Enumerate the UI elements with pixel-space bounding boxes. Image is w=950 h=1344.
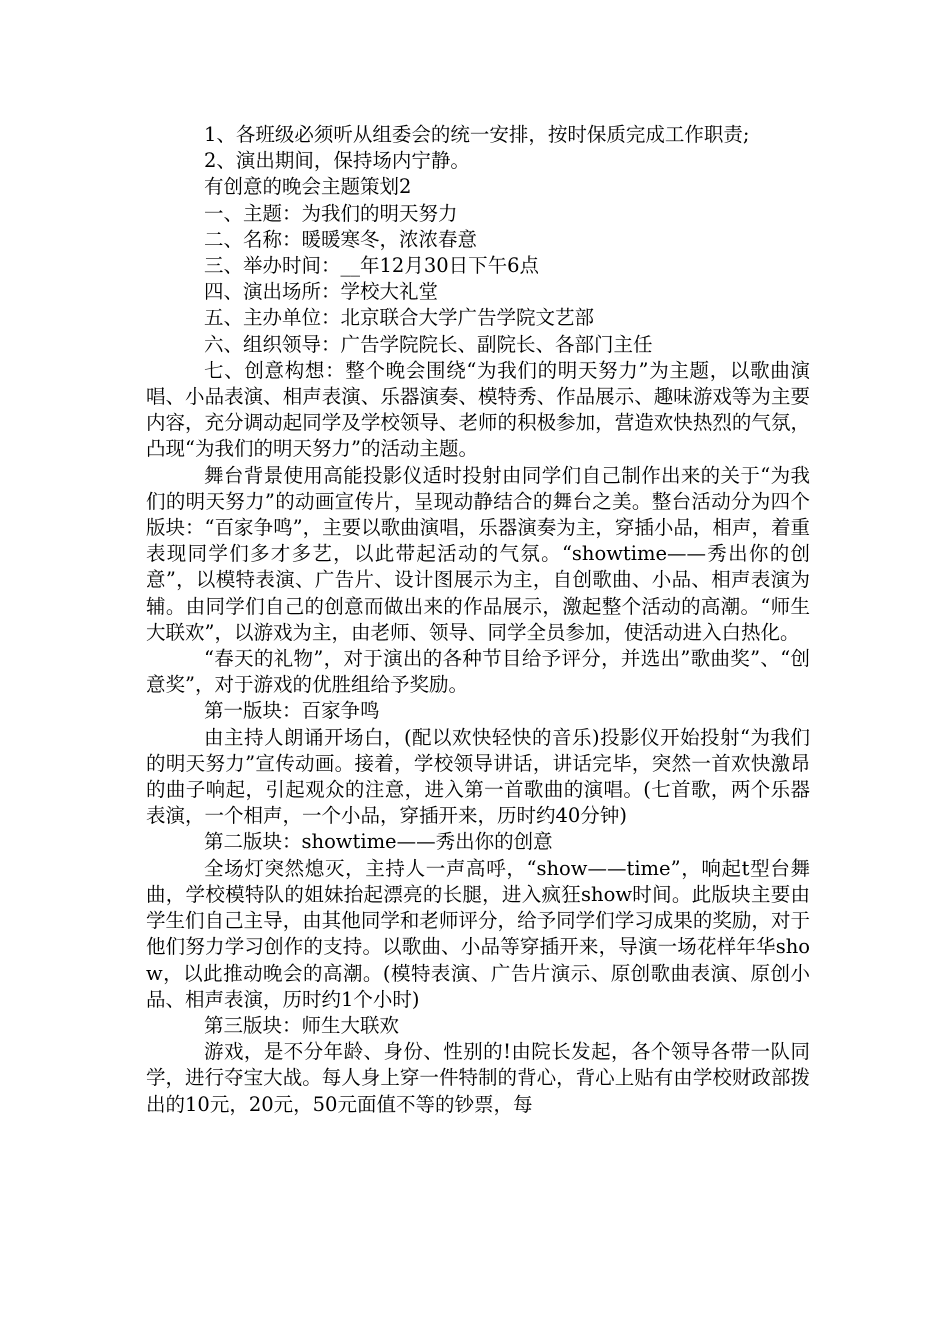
item-theme: 一、主题：为我们的明天努力 xyxy=(204,201,458,225)
item-time: 三、举办时间：__年12月30日下午6点 xyxy=(204,254,540,278)
paragraph-quiet-rule: 2、演出期间，保持场内宁静。 xyxy=(204,149,470,173)
paragraph-part-one: 由主持人朗诵开场白，(配以欢快轻快的音乐)投影仪开始投射“为我们的明天努力”宣传动画。接着，学校领导讲话，讲话完毕，突然一首欢快激昂的曲子响起，引起观众的注意，进入第一首歌曲的演唱。(七首歌，两个乐器表演，一个相声，一个小品，穿插开来，历时约40分钟) xyxy=(146,725,810,828)
section-title: 有创意的晚会主题策划2 xyxy=(204,175,412,199)
paragraph-stage-background: 舞台背景使用高能投影仪适时投射由同学们自己制作出来的关于“为我们的明天努力”的动画宣传片，呈现动静结合的舞台之美。整台活动分为四个版块：“百家争鸣”，主要以歌曲演唱，乐器演奏为主，穿插小品，相声，着重表现同学们多才多艺，以此带起活动的气氛。“showtime——秀出你的创意”，以模特表演、广告片、设计图展示为主，自创歌曲、小品、相声表演为辅。由同学们自己的创意而做出来的作品展示，激起整个活动的高潮。“师生大联欢”，以游戏为主，由老师、领导、同学全员参加，使活动进入白热化。 xyxy=(146,463,810,644)
section-part-two: 第二版块：showtime——秀出你的创意 xyxy=(204,830,553,854)
section-part-one: 第一版块：百家争鸣 xyxy=(204,699,380,723)
paragraph-part-two: 全场灯突然熄灭，主持人一声高呼，“show——time”，响起t型台舞曲，学校模特队的姐妹抬起漂亮的长腿，进入疯狂show时间。此版块主要由学生们自己主导，由其他同学和老师评分，给予同学们学习成果的奖励，对于他们努力学习创作的支持。以歌曲、小品等穿插开来，导演一场花样年华show，以此推动晚会的高潮。(模特表演、广告片演示、原创歌曲表演、原创小品、相声表演，历时约1个小时) xyxy=(146,856,810,1011)
paragraph-part-three: 游戏，是不分年龄、身份、性别的!由院长发起，各个领导各带一队同学，进行夺宝大战。每人身上穿一件特制的背心，背心上贴有由学校财政部拨出的10元，20元，50元面值不等的钞票，每 xyxy=(146,1040,810,1116)
paragraph-class-rules: 1、各班级必须听从组委会的统一安排，按时保质完成工作职责; xyxy=(204,123,750,146)
item-leadership: 六、组织领导：广告学院院长、副院长、各部门主任 xyxy=(204,332,653,356)
item-organizer: 五、主办单位：北京联合大学广告学院文艺部 xyxy=(204,306,595,330)
item-venue: 四、演出场所：学校大礼堂 xyxy=(204,280,439,304)
paragraph-concept: 七、创意构想：整个晚会围绕“为我们的明天努力”为主题，以歌曲演唱、小品表演、相声表演、乐器演奏、模特秀、作品展示、趣味游戏等为主要内容，充分调动起同学及学校领导、老师的积极参加，营造欢快热烈的气氛，凸现“为我们的明天努力”的活动主题。 xyxy=(146,358,810,461)
paragraph-spring-gift: “春天的礼物”，对于演出的各种节目给予评分，并选出”歌曲奖”、“创意奖”，对于游戏的优胜组给予奖励。 xyxy=(146,647,810,697)
section-part-three: 第三版块：师生大联欢 xyxy=(204,1013,400,1037)
item-name: 二、名称：暖暖寒冬，浓浓春意 xyxy=(204,227,478,251)
